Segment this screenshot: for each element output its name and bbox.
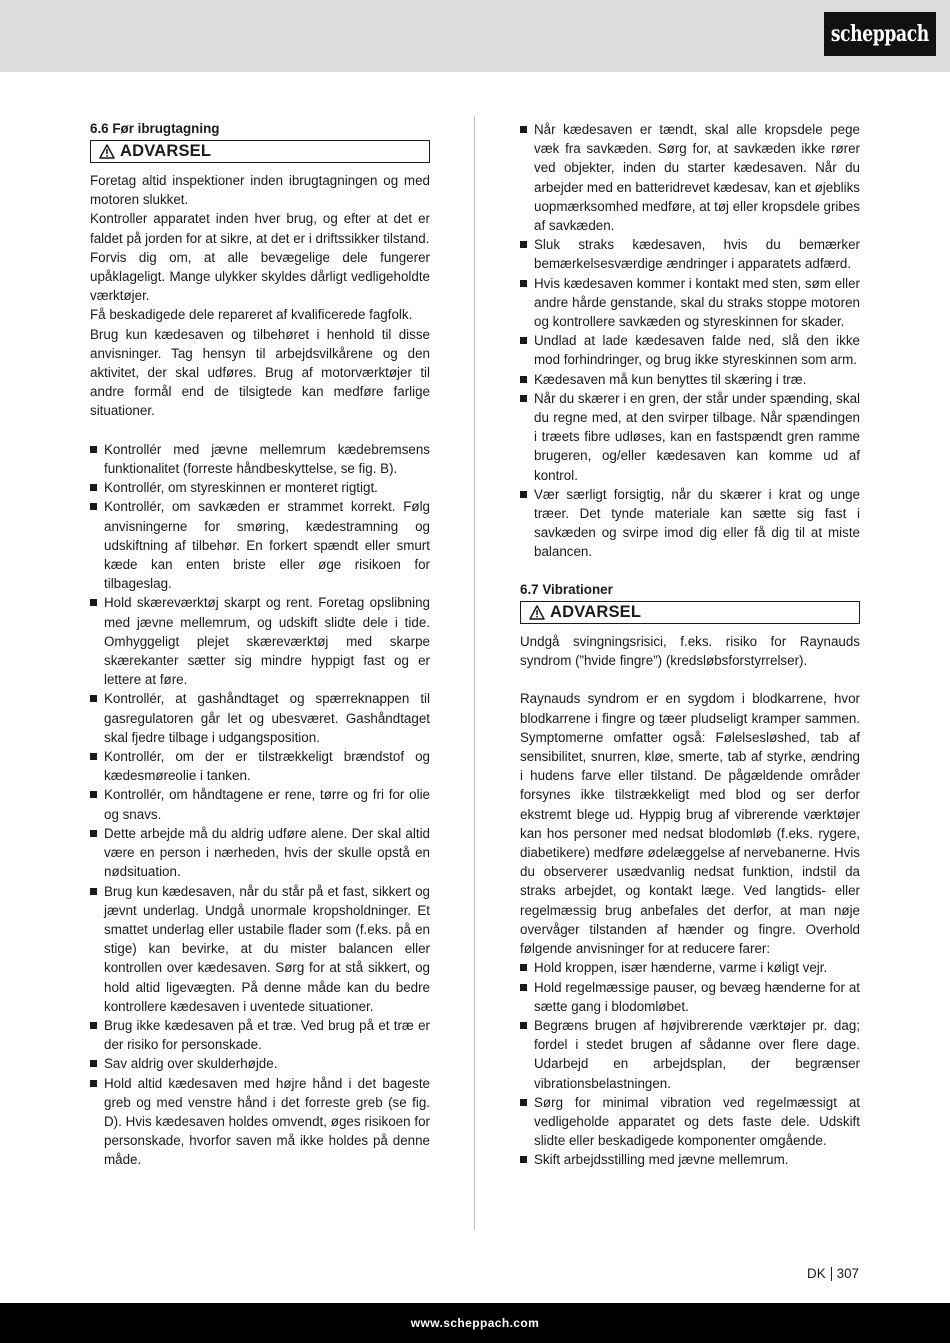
page-separator — [831, 1267, 832, 1281]
section-heading-6-6: 6.6 Før ibrugtagning — [90, 121, 220, 136]
bullet-square-icon — [520, 280, 527, 287]
footer-url: www.scheppach.com — [410, 1316, 540, 1330]
footer-band — [0, 1303, 950, 1343]
paragraph: Raynauds syndrom er en sygdom i blodkarrene, hvor blodkarrene i fingre og tæer pludseligt kramper sammen. Symptomerne omfatter også: Følelsesløshed, tab af sensibilitet, snurren, kløe, smerte, tab af styrke, ændring i hudens farve eller tilstand. De pågældende områder forsynes ikke tilstrækkeligt med blod og ser derfor ekstremt blege ud. Hyppig brug af vibrerende værktøjer kan hos personer med nedsat blodomløb (f.eks. rygere, diabetikere) medføre ødelæggelse af nervebanerne. Hvis du observerer usædvanlig nedsat funktion, indstil da straks arbejdet, og kontakt læge. Ved langtids- eller regelmæssig brug anbefales det derfor, at man nøje overvåger tilstanden af hænder og fingre. Overhold følgende anvisninger for at reducere farer: — [520, 691, 860, 957]
bullet-item: Hold regelmæssige pauser, og bevæg hænderne for at sætte gang i blodomløbet. — [520, 978, 860, 1016]
bullet-item: Hold kroppen, især hænderne, varme i køligt vejr. — [520, 958, 860, 977]
bullet-item: Kædesaven må kun benyttes til skæring i træ. — [520, 370, 860, 389]
bullet-square-icon — [520, 984, 527, 991]
bullet-square-icon — [90, 503, 97, 510]
paragraph: Få beskadigede dele repareret af kvalificerede fagfolk. — [90, 307, 413, 323]
warning-box — [520, 601, 860, 624]
bullet-item: Brug kun kædesaven, når du står på et fast, sikkert og jævnt underlag. Undgå unormale kropsholdninger. Et smattet underlag eller ustabile flader som (f.eks. på en stige) kan bevirke, at du mister balancen eller kontrollen over kædesaven. Sørg for at stå sikkert, og hold altid ligevægten. På denne måde kan du bedre kontrollere kædesaven i uventede situationer. — [90, 882, 430, 1016]
bullet-square-icon — [520, 376, 527, 383]
spacer — [520, 562, 860, 581]
warning-box — [90, 140, 430, 163]
warning-label: ADVARSEL — [120, 141, 212, 160]
bullet-square-icon — [520, 1156, 527, 1163]
bullet-item: Sluk straks kædesaven, hvis du bemærker bemærkelsesværdige ændringer i apparatets adfærd. — [520, 235, 860, 273]
bullet-square-icon — [90, 791, 97, 798]
brand-logo-text: scheppach — [830, 21, 930, 47]
bullet-item: Kontrollér, om savkæden er strammet korrekt. Følg anvisningerne for smøring, kædestramning og udskiftning af tilbehør. En forkert spændt eller smurt kæde kan enten briste eller øge risikoen for tilbageslag. — [90, 497, 430, 593]
bullet-item: Undlad at lade kædesaven falde ned, slå den ikke mod forhindringer, og brug ikke styreskinnen som arm. — [520, 331, 860, 369]
bullet-square-icon — [90, 830, 97, 837]
bullet-square-icon — [520, 337, 527, 344]
bullet-square-icon — [520, 1099, 527, 1106]
bullet-item: Vær særligt forsigtig, når du skærer i krat og unge træer. Det tynde materiale kan sætte sig fast i savkæden og svirpe imod dig eller få dig til at miste balancen. — [520, 485, 860, 562]
warning-label: ADVARSEL — [550, 602, 642, 621]
right-column — [520, 120, 860, 1170]
left-column — [90, 120, 430, 1170]
brand-logo — [824, 12, 936, 56]
paragraph: Foretag altid inspektioner inden ibrugtagningen og med motoren slukket. — [90, 173, 430, 208]
bullet-item: Sav aldrig over skulderhøjde. — [90, 1054, 430, 1073]
bullet-item: Kontrollér, om der er tilstrækkeligt brændstof og kædesmøreolie i tanken. — [90, 747, 430, 785]
bullet-square-icon — [90, 1022, 97, 1029]
paragraph: Forvis dig om, at alle bevægelige dele fungerer upåklageligt. Mange ulykker skyldes dårligt vedligeholdte værktøjer. — [90, 249, 430, 304]
bullet-square-icon — [90, 484, 97, 491]
bullet-item: Kontrollér, om håndtagene er rene, tørre og fri for olie og snavs. — [90, 785, 430, 823]
warning-triangle-icon — [99, 144, 115, 159]
bullet-square-icon — [520, 395, 527, 402]
bullet-item: Kontrollér, om styreskinnen er monteret rigtigt. — [90, 478, 430, 497]
bullet-item: Når du skærer i en gren, der står under spænding, skal du regne med, at den svirper tilbage. Når spændingen i træets fibre udløses, kan en fastspændt gren ramme brugeren, og/eller kædesaven kan komme ud af kontrol. — [520, 389, 860, 485]
spacer — [90, 421, 430, 440]
bullet-item: Sørg for minimal vibration ved regelmæssigt at vedligeholde apparatet og dets faste dele. Udskift slidte eller beskadigede komponenter omgående. — [520, 1093, 860, 1151]
bullet-list — [520, 958, 860, 1169]
section-heading-6-7: 6.7 Vibrationer — [520, 581, 613, 597]
bullet-square-icon — [90, 1080, 97, 1087]
language-code: DK — [807, 1266, 826, 1281]
warning-triangle-icon — [529, 605, 545, 620]
bullet-square-icon — [90, 695, 97, 702]
bullet-square-icon — [90, 753, 97, 760]
bullet-square-icon — [520, 126, 527, 133]
paragraph: Kontroller apparatet inden hver brug, og efter at det er faldet på jorden for at sikre, at det er i driftssikker tilstand. — [90, 211, 430, 246]
bullet-square-icon — [90, 888, 97, 895]
bullet-item: Hold skæreværktøj skarpt og rent. Foretag opslibning med jævne mellemrum, og udskift slidte dele i tide. Omhyggeligt plejet skæreværktøj med skarpe skærekanter sætter sig mindre hyppigt fast og er lettere at føre. — [90, 593, 430, 689]
bullet-item: Kontrollér med jævne mellemrum kædebremsens funktionalitet (forreste håndbeskyttelse, se fig. B). — [90, 440, 430, 478]
bullet-item: Hold altid kædesaven med højre hånd i det bageste greb og med venstre hånd i det forreste greb (se fig. D). Hvis kædesaven holdes omvendt, øges risikoen for personskade, hvorfor saven må ikke holdes på denne måde. — [90, 1074, 430, 1170]
spacer — [520, 670, 860, 689]
bullet-square-icon — [520, 241, 527, 248]
bullet-square-icon — [90, 1060, 97, 1067]
bullet-item: Dette arbejde må du aldrig udføre alene. Der skal altid være en person i nærheden, hvis der skulle opstå en nødsituation. — [90, 824, 430, 882]
paragraph: Brug kun kædesaven og tilbehøret i henhold til disse anvisninger. Tag hensyn til arbejdsvilkårene og den aktivitet, der skal udføres. Brug af motorværktøjer til andre formål end de tilsigtede kan medføre farlige situationer. — [90, 326, 430, 419]
bullet-square-icon — [520, 1022, 527, 1029]
bullet-item: Kontrollér, at gashåndtaget og spærreknappen til gasregulatoren går let og ubesværet. Gashåndtaget skal fjedre tilbage i udgangsposition. — [90, 689, 430, 747]
bullet-item: Skift arbejdsstilling med jævne mellemrum. — [520, 1150, 860, 1169]
bullet-square-icon — [520, 491, 527, 498]
header-band — [0, 0, 950, 72]
bullet-square-icon — [520, 964, 527, 971]
page-reference — [807, 1266, 859, 1282]
bullet-square-icon — [90, 446, 97, 453]
bullet-square-icon — [90, 599, 97, 606]
bullet-item: Når kædesaven er tændt, skal alle kropsdele pege væk fra savkæden. Sørg for, at savkæden ikke rører ved objekter, inden du starter kædesaven. Når du arbejder med en batteridrevet kædesav, kan et øjebliks uopmærksomhed medføre, at tøj eller kropsdele gribes af savkæden. — [520, 120, 860, 235]
bullet-list — [520, 120, 860, 562]
bullet-item: Brug ikke kædesaven på et træ. Ved brug på et træ er der risiko for personskade. — [90, 1016, 430, 1054]
page-number: 307 — [836, 1266, 859, 1281]
bullet-list — [90, 440, 430, 1170]
column-divider — [474, 116, 475, 1230]
paragraph: Undgå svingningsrisici, f.eks. risiko for Raynauds syndrom (”hvide fingre”) (kredsløbsforstyrrelser). — [520, 633, 860, 669]
bullet-item: Hvis kædesaven kommer i kontakt med sten, søm eller andre hårde genstande, skal du straks stoppe motoren og kontrollere savkæden og styreskinnen for skader. — [520, 274, 860, 332]
bullet-item: Begræns brugen af højvibrerende værktøjer pr. dag; fordel i stedet brugen af sådanne over flere dage. Udarbejd en arbejdsplan, der begrænser vibrationsbelastningen. — [520, 1016, 860, 1093]
